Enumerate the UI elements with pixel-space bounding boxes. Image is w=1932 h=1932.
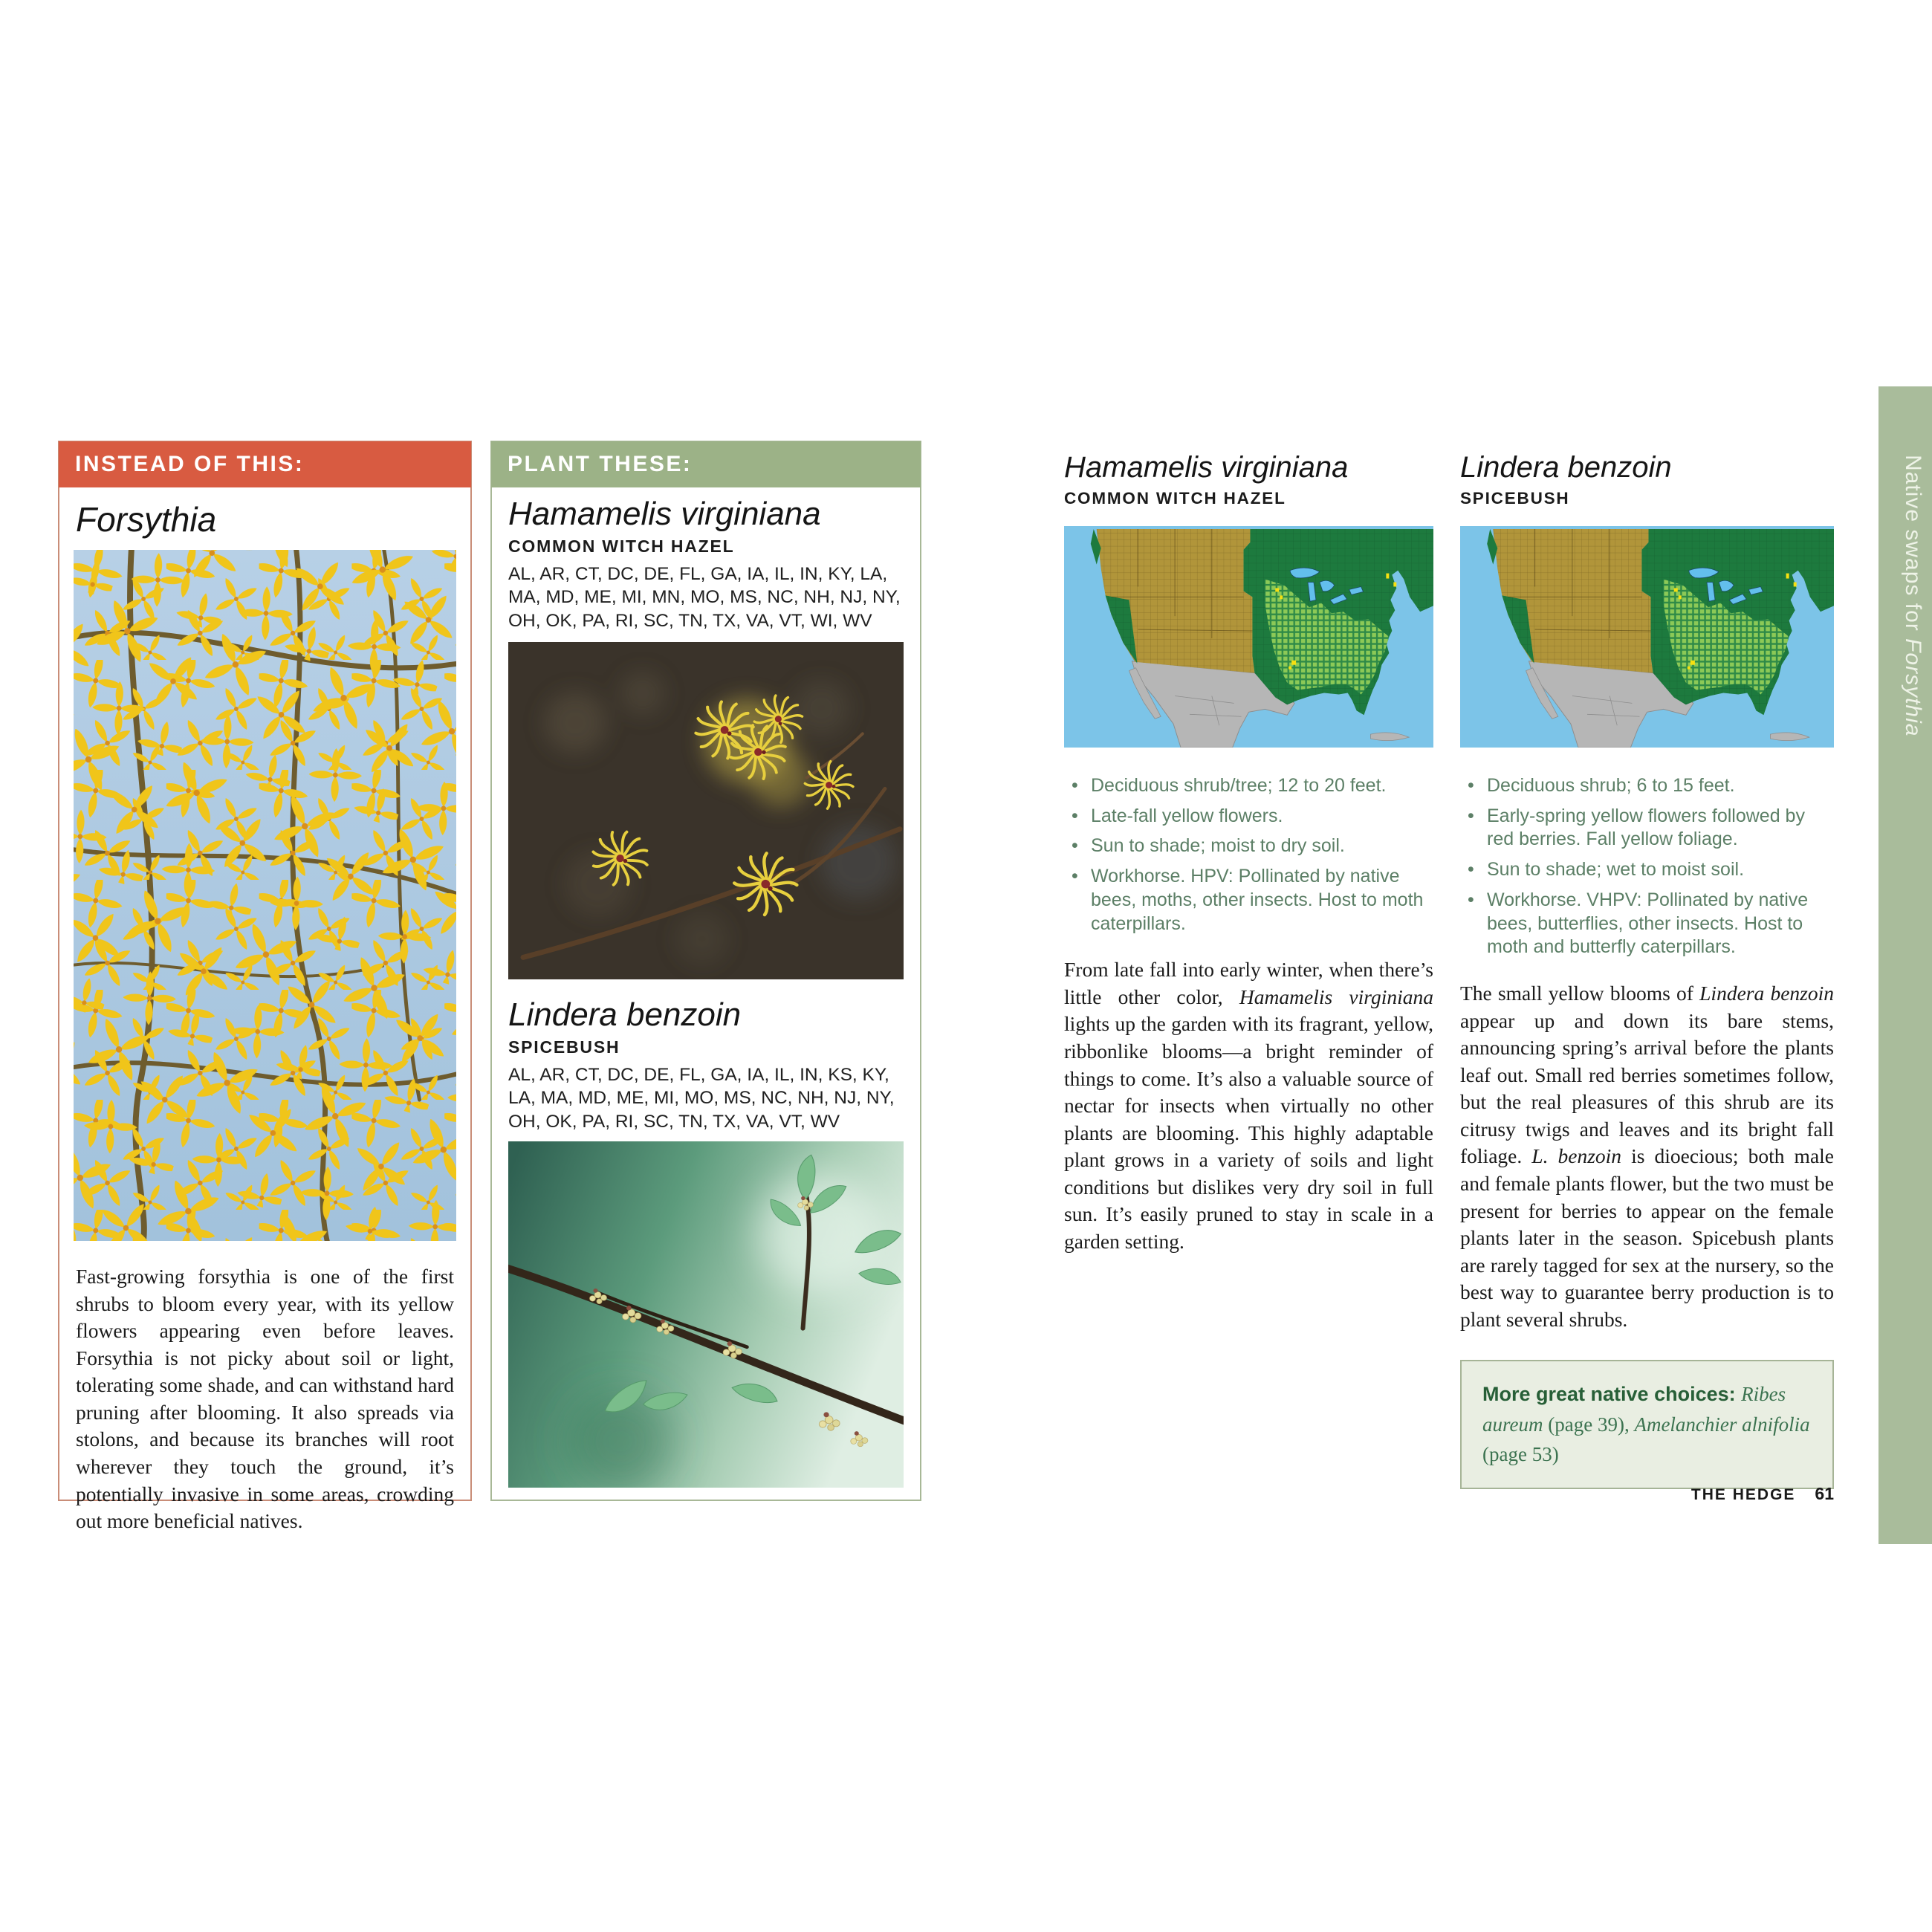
trait-item: • Sun to shade; wet to moist soil.	[1460, 858, 1834, 882]
page-footer	[1064, 1484, 1834, 1504]
traits-list-spicebush	[1460, 774, 1834, 959]
trait-item: • Workhorse. HPV: Pollinated by native bees, moths, other insects. Host to moth caterpillars.	[1064, 865, 1433, 936]
detail-column-witch-hazel	[1064, 451, 1433, 1255]
forsythia-photo	[74, 550, 456, 1241]
witch-hazel-photo	[508, 642, 904, 979]
footer-page-number: 61	[1815, 1484, 1834, 1503]
more-choices-lead: More great native choices:	[1482, 1383, 1742, 1406]
instead-header-label: INSTEAD OF THIS:	[75, 452, 305, 476]
witch-hazel-common-name: COMMON WITCH HAZEL	[508, 536, 735, 556]
detail-latin-spicebush: Lindera benzoin	[1460, 451, 1672, 484]
traits-list-witch-hazel	[1064, 774, 1433, 936]
trait-item: • Early-spring yellow flowers followed by red berries. Fall yellow foliage.	[1460, 805, 1834, 852]
detail-paragraph-spicebush: The small yellow blooms of Lindera benzoin appear up and down its bare stems, announcing spring’s arrival before the plants leaf out. Small red berries sometimes follow, but the real pleasures of this shrub are its citrusy twigs and leaves and its bright fall foliage. L. benzoin is dioecious; both male and female plants flower, but the two must be present for berries to appear on the female plants later in the season. Spicebush plants are rarely tagged for sex at the nursery, so the best way to guarantee berry production is to plant several shrubs.	[1460, 982, 1834, 1331]
instead-of-this-box	[58, 441, 472, 1533]
detail-common-witch-hazel: COMMON WITCH HAZEL	[1064, 488, 1286, 508]
range-map-spicebush	[1460, 526, 1834, 748]
spicebush-photo	[508, 1141, 904, 1488]
trait-item: • Sun to shade; moist to dry soil.	[1064, 834, 1433, 858]
detail-column-spicebush	[1460, 451, 1834, 1489]
more-choice-page-ref: (page 53)	[1482, 1443, 1559, 1466]
spicebush-latin-name: Lindera benzoin	[508, 996, 742, 1034]
witch-hazel-latin-name: Hamamelis virginiana	[508, 496, 821, 532]
footer-section-label: THE HEDGE	[1690, 1486, 1796, 1503]
instead-header-bar	[59, 441, 471, 487]
trait-item: • Workhorse. VHPV: Pollinated by native bees, butterflies, other insects. Host to moth and butterfly caterpillars.	[1460, 889, 1834, 959]
more-choice-page-ref: (page 39),	[1543, 1413, 1635, 1436]
sidebar-vertical-label: Native swaps for Forsythia	[1901, 455, 1925, 737]
plant-header-label: PLANT THESE:	[508, 452, 693, 476]
trait-item: • Deciduous shrub/tree; 12 to 20 feet.	[1064, 774, 1433, 798]
detail-paragraph-witch-hazel: From late fall into early winter, when there’s little other color, Hamamelis virginiana lights up the garden with its fragrant, yellow, ribbonlike blooms—a bright reminder of things to come. It’s also a valuable source of nectar for insects when virtually no other plants are blooming. This highly adaptable plant grows in a variety of soils and light conditions but dislikes very dry soil in full sun. It’s easily pruned to stay in scale in a garden setting.	[1064, 958, 1433, 1253]
forsythia-title: Forsythia	[76, 500, 217, 539]
detail-common-spicebush: SPICEBUSH	[1460, 488, 1570, 508]
chapter-sidebar-tab	[1878, 386, 1932, 1544]
range-map-witch-hazel	[1064, 526, 1433, 748]
witch-hazel-states-list: AL, AR, CT, DC, DE, FL, GA, IA, IL, IN, KY, LA, MA, MD, ME, MI, MN, MO, MS, NC, NH, NJ, NY, OH, OK, PA, RI, SC, TN, TX, VA, VT, WI, WV	[508, 563, 901, 632]
plant-header-bar	[491, 441, 921, 487]
spicebush-states-list: AL, AR, CT, DC, DE, FL, GA, IA, IL, IN, KS, KY, LA, MA, MD, ME, MI, MO, MS, NC, NH, NJ, NY, OH, OK, PA, RI, SC, TN, TX, VA, VT, WV	[508, 1064, 895, 1132]
more-choice-ribes-aureum: Ribes aureum	[1482, 1383, 1786, 1436]
detail-latin-witch-hazel: Hamamelis virginiana	[1064, 451, 1349, 484]
trait-item: • Deciduous shrub; 6 to 15 feet.	[1460, 774, 1834, 798]
instead-description: Fast-growing forsythia is one of the first shrubs to bloom every year, with its yellow flowers appearing even before leaves. Forsythia is not picky about soil or light, tolerating some shade, and can withstand hard pruning after blooming. It also spreads via stolons, and because its branches will root wherever they touch the ground, it’s potentially invasive in some areas, crowding out more beneficial natives.	[76, 1265, 454, 1533]
plant-these-box	[490, 441, 921, 1501]
spicebush-common-name: SPICEBUSH	[508, 1037, 620, 1057]
trait-item: • Late-fall yellow flowers.	[1064, 805, 1433, 829]
more-choice-amelanchier-alnifolia: Amelanchier alnifolia	[1634, 1413, 1810, 1436]
more-native-choices-box	[1460, 1360, 1834, 1489]
